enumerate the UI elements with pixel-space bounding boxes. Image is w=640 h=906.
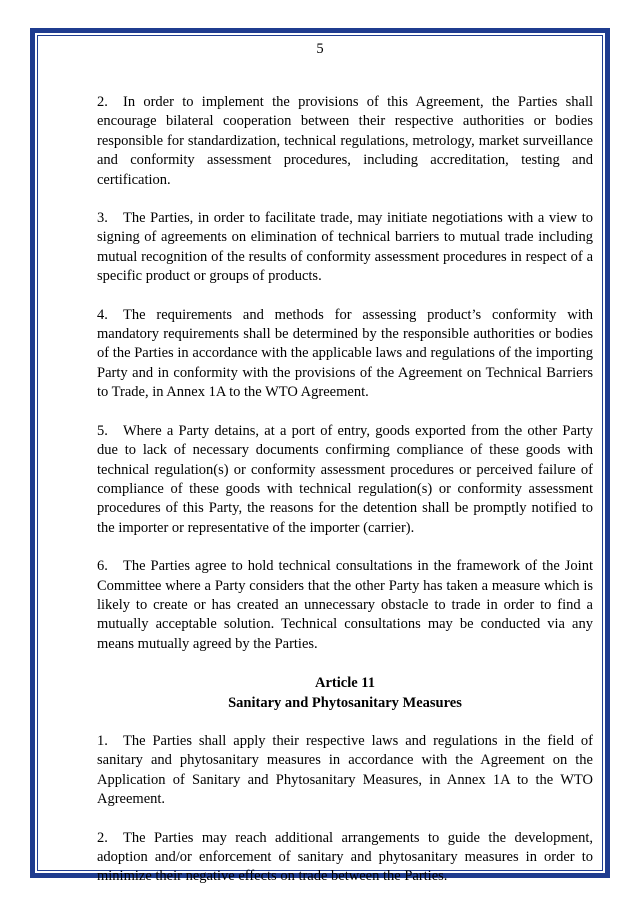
paragraph-text: The Parties shall apply their respective laws and regulations in the field of sanitary and phytosanitary measures in accordance with the Agreement on the Application of Sanitary and Phytosanitary Measures, in Annex 1A to the WTO Agreement. bbox=[97, 732, 593, 808]
article-title: Sanitary and Phytosanitary Measures bbox=[228, 694, 462, 711]
paragraph bbox=[97, 732, 593, 810]
paragraph-number: 3. bbox=[97, 210, 108, 227]
article-heading bbox=[97, 674, 593, 713]
paragraph-text: The Parties agree to hold technical consultations in the framework of the Joint Committee where a Party considers that the other Party has taken a measure which is likely to create or has created an unnecessary obstacle to trade in order to find a mutually acceptable solution. Technical consultations may be conducted via any means mutually agreed by the Parties. bbox=[97, 558, 593, 652]
paragraph-number: 5. bbox=[97, 422, 108, 439]
paragraph bbox=[97, 422, 593, 538]
paragraph-text: In order to implement the provisions of this Agreement, the Parties shall encourage bilateral cooperation between their respective authorities or bodies responsible for standardization, technical regulations, metrology, market surveillance and conformity assessment procedures, including accreditation, testing and certification. bbox=[97, 94, 593, 188]
document-page bbox=[30, 28, 610, 885]
paragraph bbox=[97, 209, 593, 287]
paragraph-text: The Parties may reach additional arrangements to guide the development, adoption and/or enforcement of sanitary and phytosanitary measures in order to minimize their negative effects on trade between the Parties. bbox=[97, 829, 593, 885]
paragraph-number: 4. bbox=[97, 306, 108, 323]
paragraph bbox=[97, 306, 593, 403]
paragraph bbox=[97, 829, 593, 887]
paragraph-text: Where a Party detains, at a port of entry, goods exported from the other Party due to lack of necessary documents confirming compliance of these goods with technical regulation(s) or conformity assessment procedures or perceived failure of compliance of these goods with technical regulation(s) or conformity assessment procedures of this Party, the reasons for the detention shall be promptly notified to the importer or representative of the importer (carrier). bbox=[97, 422, 593, 536]
article-number: Article 11 bbox=[315, 675, 375, 692]
paragraph-number: 6. bbox=[97, 558, 108, 575]
paragraph-number: 2. bbox=[97, 829, 108, 846]
page-number: 5 bbox=[316, 41, 324, 57]
paragraph-number: 2. bbox=[97, 94, 108, 110]
paragraph-number: 1. bbox=[97, 732, 108, 749]
paragraph-text: The requirements and methods for assessing product’s conformity with mandatory requirements shall be determined by the responsible authorities or bodies of the Parties in accordance with the applicable laws and regulations of the importing Party and in conformity with the provisions of the Agreement on Technical Barriers to Trade, in Annex 1A to the WTO Agreement. bbox=[97, 306, 593, 401]
page-content bbox=[97, 93, 593, 906]
paragraph bbox=[97, 557, 593, 654]
paragraph-text: The Parties, in order to facilitate trade, may initiate negotiations with a view to signing of agreements on elimination of technical barriers to mutual trade including mutual recognition of the results of conformity assessment procedures in respect of a specific product or groups of products. bbox=[97, 210, 593, 285]
paragraph bbox=[97, 93, 593, 190]
